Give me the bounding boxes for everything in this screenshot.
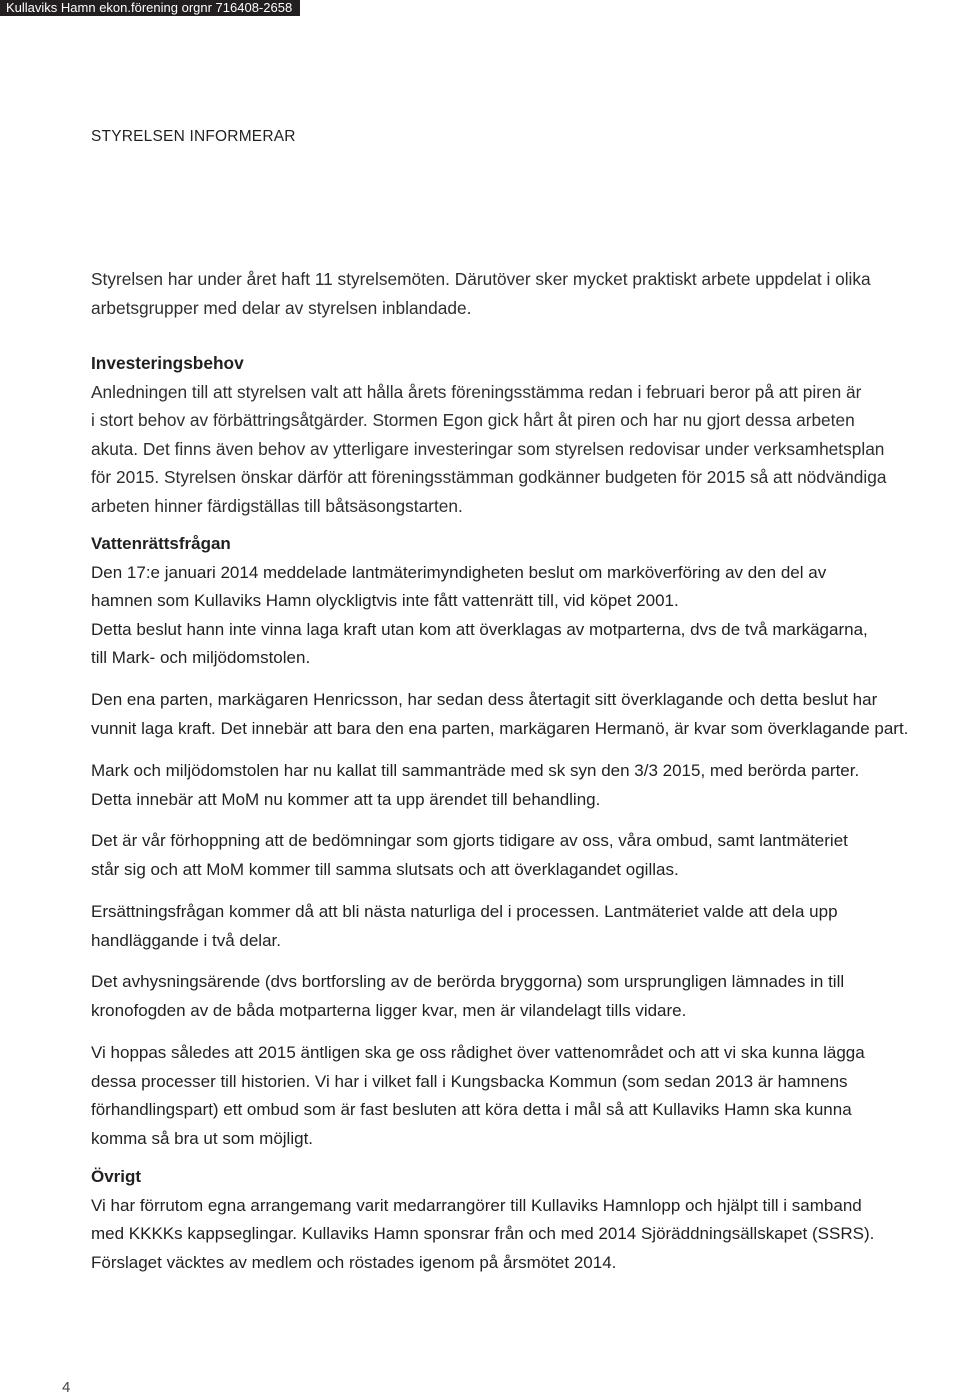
text-line: Förslaget väcktes av medlem och röstades igenom på årsmötet 2014. [91, 1252, 617, 1272]
page-number: 4 [62, 1379, 71, 1396]
paragraph [91, 968, 844, 1025]
text-line: i stort behov av förbättringsåtgärder. Stormen Egon gick hårt åt piren och har nu gjort dessa arbeten [91, 410, 855, 431]
section-heading: Övrigt [91, 1167, 142, 1186]
paragraph [91, 898, 838, 955]
text-line: Anledningen till att styrelsen valt att hålla årets föreningsstämma redan i februari beror på att piren är [91, 381, 862, 402]
text-line: Det avhysningsärende (dvs bortforsling av de berörda bryggorna) som ursprungligen lämnades in till [91, 972, 845, 991]
text-line: står sig och att MoM kommer till samma slutsats och att överklagandet ogillas. [91, 859, 679, 879]
section-ovrigt [91, 1163, 874, 1277]
text-line: Vi har förrutom egna arrangemang varit medarrangörer till Kullaviks Hamnlopp och hjälpt till i samband [91, 1195, 862, 1215]
text-line: Mark och miljödomstolen har nu kallat till sammanträde med sk syn den 3/3 2015, med berörda parter. [91, 761, 860, 780]
text-line: Ersättningsfrågan kommer då att bli nästa naturliga del i processen. Lantmäteriet valde att dela upp [91, 902, 838, 921]
text-line: Den 17:e januari 2014 meddelade lantmäterimyndigheten beslut om marköverföring av den del av [91, 562, 827, 582]
text-line: förhandlingspart) ett ombud som är fast besluten att köra detta i mål så att Kullaviks Hamn ska kunna [91, 1100, 852, 1120]
text-line: arbeten hinner färdigställas till båtsäsongstarten. [91, 495, 463, 516]
section-vattenrattsfragan [91, 530, 868, 673]
paragraph [91, 757, 859, 814]
paragraph [91, 1039, 865, 1153]
page-title: STYRELSEN INFORMERAR [91, 128, 296, 145]
paragraph [91, 686, 908, 743]
text-line: handläggande i två delar. [91, 930, 281, 950]
org-header-label: Kullaviks Hamn ekon.förening orgnr 716408-2658 [0, 0, 300, 16]
text-line: komma så bra ut som möjligt. [91, 1128, 314, 1148]
intro-paragraph [91, 265, 871, 322]
text-line: Den ena parten, markägaren Henricsson, har sedan dess återtagit sitt överklagande och detta beslut har [91, 690, 878, 709]
text-line: till Mark- och miljödomstolen. [91, 648, 311, 668]
text-line: med KKKKs kappseglingar. Kullaviks Hamn sponsrar från och med 2014 Sjöräddningsällskapet (SSRS). [91, 1224, 875, 1244]
text-line: Detta beslut hann inte vinna laga kraft utan kom att överklagas av motparterna, dvs de två markägarna, [91, 619, 868, 639]
paragraph [91, 827, 848, 884]
section-heading: Vattenrättsfrågan [91, 534, 231, 553]
text-line: Styrelsen har under året haft 11 styrelsemöten. Därutöver sker mycket praktiskt arbete uppdelat i olika [91, 269, 871, 289]
text-line: akuta. Det finns även behov av ytterligare investeringar som styrelsen redovisar under verksamhetsplan [91, 438, 885, 459]
text-line: hamnen som Kullaviks Hamn olyckligtvis inte fått vattenrätt till, vid köpet 2001. [91, 591, 679, 611]
text-line: arbetsgrupper med delar av styrelsen inblandade. [91, 297, 472, 318]
text-line: vunnit laga kraft. Det innebär att bara den ena parten, markägaren Hermanö, är kvar som överklagande part. [91, 718, 909, 738]
section-investeringsbehov [91, 349, 886, 521]
text-line: kronofogden av de båda motparterna ligger kvar, men är vilandelagt tills vidare. [91, 1000, 687, 1020]
text-line: Det är vår förhoppning att de bedömningar som gjorts tidigare av oss, våra ombud, samt lantmäteriet [91, 831, 848, 850]
text-line: Detta innebär att MoM nu kommer att ta upp ärendet till behandling. [91, 789, 601, 809]
section-heading: Investeringsbehov [91, 353, 244, 373]
text-line: Vi hoppas således att 2015 äntligen ska ge oss rådighet över vattenområdet och att vi ska kunna lägga [91, 1043, 865, 1062]
text-line: för 2015. Styrelsen önskar därför att föreningsstämman godkänner budgeten för 2015 så att nödvändiga [91, 467, 887, 488]
text-line: dessa processer till historien. Vi har i vilket fall i Kungsbacka Kommun (som sedan 2013 är hamnens [91, 1071, 848, 1091]
